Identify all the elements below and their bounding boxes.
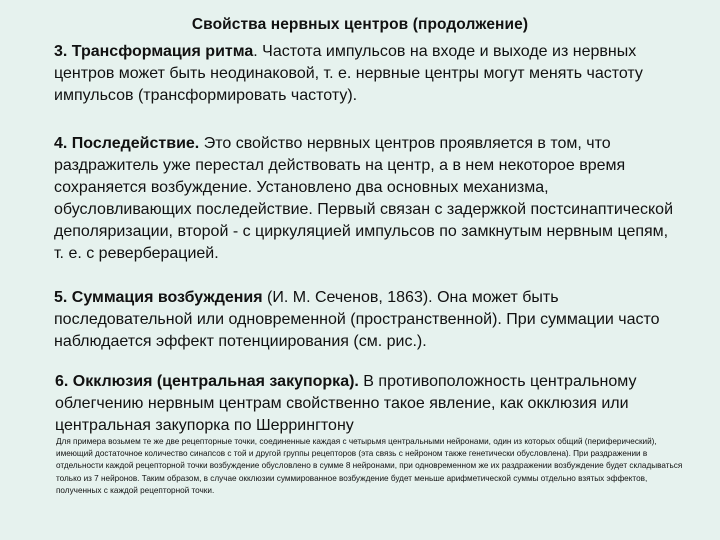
section-text: В противоположность центральному облегчению нервным центрам свойственно такое явление, как окклюзия или центральная закупорка по Шеррингтону: [55, 373, 637, 434]
section-heading: 5. Суммация возбуждения: [54, 289, 263, 306]
section-summation: [54, 287, 679, 353]
section-text: (И. М. Сеченов, 1863). Она может быть последовательной или одновременной (пространственной). При суммации часто наблюдается эффект потенциирования (см. рис.).: [54, 289, 660, 350]
section-occlusion: [55, 371, 680, 437]
section-heading: 3. Трансформация ритма: [54, 43, 254, 60]
section-text: Это свойство нервных центров проявляется в том, что раздражитель уже перестал действовать на центр, а в нем некоторое время сохраняется возбуждение. Установлено два основных механизма, обусловливающих последействие. Первый связан с задержкой постсинаптической деполяризации, второй - с циркуляцией импульсов по замкнутым нервным цепям, т. е. с реверберацией.: [54, 135, 674, 262]
section-aftereffect: [54, 133, 679, 265]
footnote-example: Для примера возьмем те же две рецепторные точки, соединенные каждая с четырьмя центральными нейронами, один из которых общий (периферический), имеющий достаточное количество синапсов с той и другой группы рецепторов (эта связь с нейроном также генетически обусловлена). При раздражении в отдельности каждой рецепторной точки возбуждение обусловлено в сумме 8 нейронами, при одновременном же их раздражении возбуждение будет складываться только из 7 нейронов. Таким образом, в случае окклюзии суммированное возбуждение будет меньше арифметической суммы отдельно взятых эффектов, полученных с каждой рецепторной точки.: [56, 437, 683, 495]
section-heading: 4. Последействие.: [54, 135, 200, 152]
section-heading: 6. Окклюзия (центральная закупорка).: [55, 373, 359, 390]
section-rhythm-transformation: [54, 41, 679, 107]
section-text: . Частота импульсов на входе и выходе из нервных центров может быть неодинаковой, т. е. нервные центры могут менять частоту импульсов (трансформировать частоту).: [54, 43, 643, 104]
slide-title: Свойства нервных центров (продолжение): [191, 16, 529, 33]
